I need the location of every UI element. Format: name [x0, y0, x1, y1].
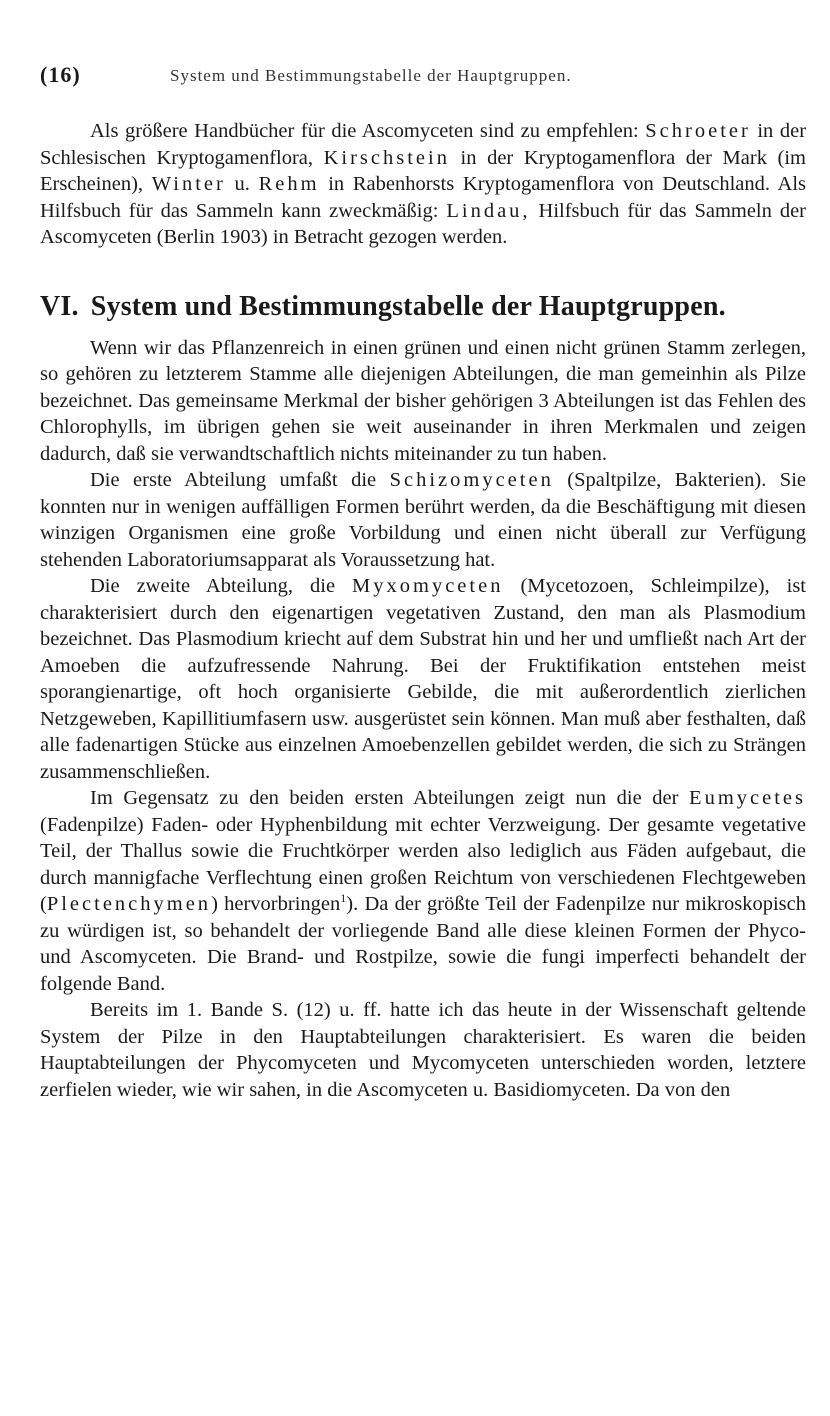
footnote-mark: 1 — [340, 891, 347, 906]
paragraph-text: (Fadenpilze) Faden- oder Hyphenbildung mit echter Verzweigung. Der gesamte vegetative Teil, der Thallus sowie die Fruchtkörper werden also lediglich aus Fäden aufgebaut, die durch mannigfache Verflechtung einen großen Reichtum von verschiedenen Flechtgeweben ( — [40, 813, 806, 915]
page-header — [40, 62, 800, 92]
paragraph-4 — [40, 785, 806, 997]
intro-text: Hilfsbuch für das Sammeln der Ascomyceten (Berlin 1903) in Betracht gezogen werden. — [40, 199, 807, 248]
author-name: Schroeter — [645, 120, 751, 142]
taxon-term: Myxomyceten — [352, 575, 504, 597]
section-title: System und Bestimmungstabelle der Hauptgruppen. — [90, 290, 726, 322]
paragraph-1: Wenn wir das Pflanzenreich in einen grünen und einen nicht grünen Stamm zerlegen, so gehören zu letzterem Stamme alle diejenigen Abteilungen, die man gemeinhin als Pilze bezeichnet. Das gemeinsame Merkmal der bisher gehörigen 3 Abteilungen ist das Fehlen des Chlorophylls, im übrigen gehen sie weit auseinander in ihren Merkmalen und zeigen dadurch, daß sie verwandtschaftlich nichts miteinander zu tun haben. — [40, 336, 806, 465]
intro-text: in der Schlesischen Kryptogamenflora, — [40, 120, 807, 169]
taxon-term: Plectenchymen — [46, 893, 212, 915]
intro-text: in Rabenhorsts Kryptogamenflora von Deutschland. Als Hilfsbuch für das Sammeln kann zweckmäßig: — [40, 173, 807, 222]
page-number: (16) — [40, 62, 81, 87]
paragraph-2 — [40, 467, 806, 573]
author-name: Winter — [151, 173, 226, 195]
author-name: Rehm — [258, 173, 320, 195]
paragraph-text: Im Gegensatz zu den beiden ersten Abteilungen zeigt nun die der — [90, 787, 679, 809]
taxon-term: Schizomyceten — [389, 469, 554, 491]
section-number: VI. — [40, 290, 79, 322]
intro-text: in der Kryptogamenflora der Mark (im Erscheinen), — [40, 146, 807, 195]
running-title: System und Bestimmungstabelle der Hauptgruppen. — [170, 66, 572, 85]
intro-text: Als größere Handbücher für die Ascomyceten sind zu empfehlen: — [90, 120, 639, 142]
paragraph-text: Die zweite Abteilung, die — [90, 575, 336, 597]
paragraph-text: Die erste Abteilung umfaßt die — [90, 469, 377, 491]
paragraph-text: ) hervorbringen — [211, 893, 341, 915]
intro-text: u. — [234, 173, 250, 195]
page-body — [40, 118, 806, 1103]
taxon-term: Eumycetes — [689, 787, 806, 809]
paragraph-5: Bereits im 1. Bande S. (12) u. ff. hatte ich das heute in der Wissenschaft geltende System der Pilze in den Hauptabteilungen charakterisiert. Es waren die beiden Hauptabteilungen der Phycomyceten und Mycomyceten unterschieden worden, letztere zerfielen wieder, wie wir sahen, in die Ascomyceten u. Basidiomyceten. Da von den — [40, 999, 806, 1101]
intro-paragraph — [40, 118, 806, 251]
author-name: Kirschstein — [323, 146, 450, 169]
paragraph-text: ). Da der größte Teil der Fadenpilze nur mikroskopisch zu würdigen ist, so behandelt der vorliegende Band alle diese kleinen Formen der Phyco- und Ascomyceten. Die Brand- und Rostpilze, sowie die fungi imperfecti behandelt der folgende Band. — [40, 893, 806, 995]
paragraph-text: (Mycetozoen, Schleimpilze), ist charakterisiert durch den eigenartigen vegetativen Zustand, den man als Plasmodium bezeichnet. Das Plasmodium kriecht auf dem Substrat hin und her und umfließt nach Art der Amoeben die aufzufressende Nahrung. Bei der Fruktifikation entstehen meist sporangienartige, oft hoch organisierte Gebilde, die mit außerordentlich zierlichen Netzgeweben, Kapillitiumfasern usw. ausgerüstet sein können. Man muß aber festhalten, daß alle fadenartigen Stücke aus einzelnen Amoebenzellen gebildet werden, die sich zu Strängen zusammenschließen. — [40, 575, 807, 783]
paragraph-text: (Spaltpilze, Bakterien). Sie konnten nur in wenigen auffälligen Formen berührt werden, da die Beschäftigung mit diesen winzigen Organismen eine große Vorbildung und einen nicht überall zur Verfügung stehenden Laboratoriumsapparat als Voraussetzung hat. — [40, 469, 806, 571]
section-heading — [40, 289, 806, 325]
paragraph-3 — [40, 573, 806, 785]
author-name: Lindau, — [446, 199, 531, 222]
